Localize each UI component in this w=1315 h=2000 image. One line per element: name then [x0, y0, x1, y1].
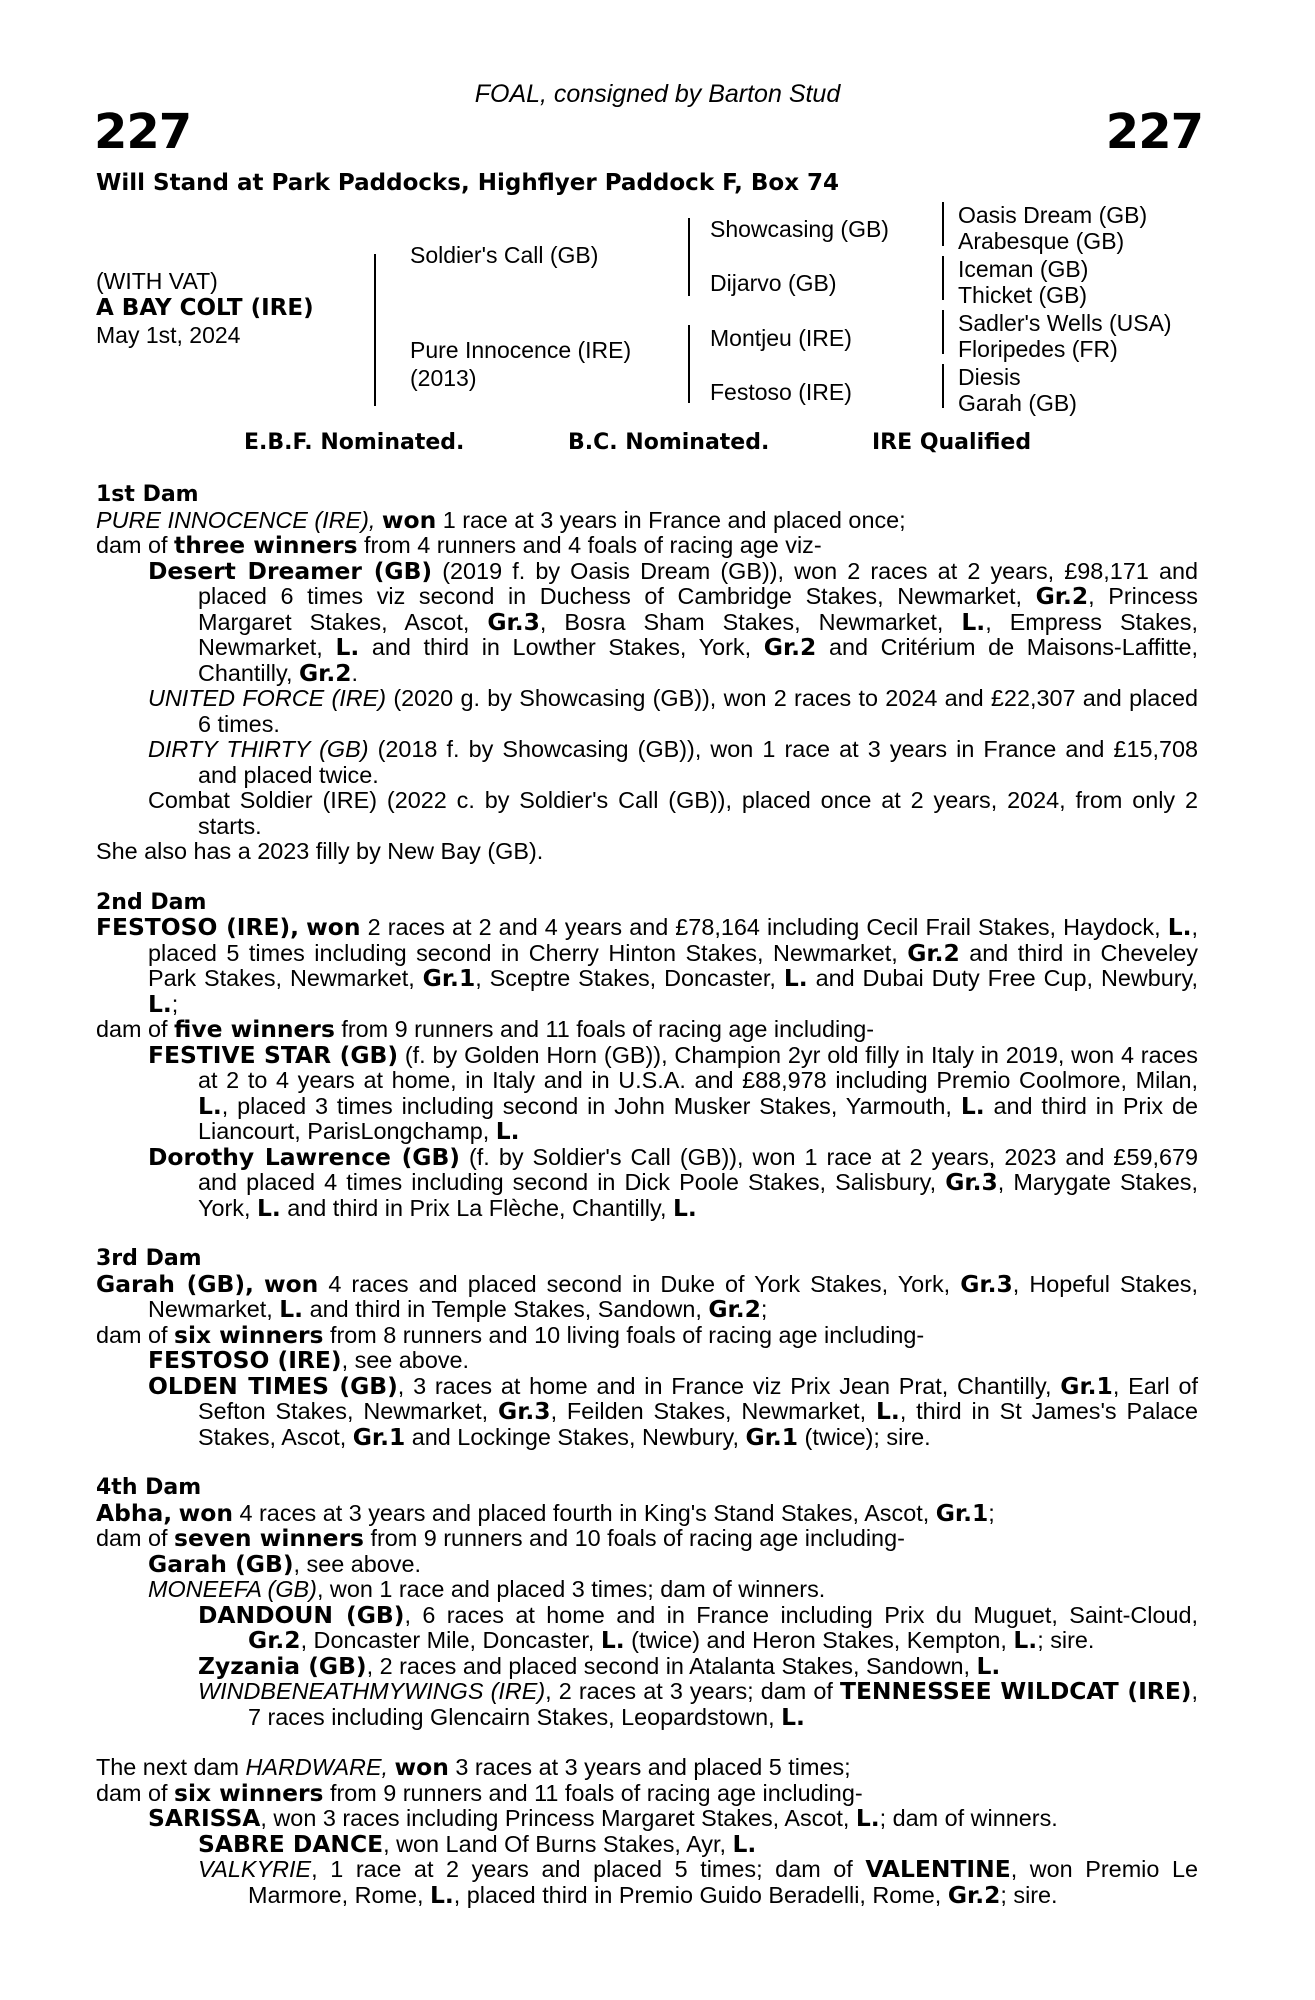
dam2-progeny-1	[96, 1040, 1198, 1145]
progeny-text: , won Land Of Burns Stakes, Ayr,	[383, 1830, 733, 1857]
progeny-text: , Earl of Sefton Stakes, Newmarket,	[198, 1372, 1198, 1424]
spacer	[96, 1221, 1198, 1246]
progeny-name: Desert Dreamer (GB)	[148, 556, 433, 585]
dam3-heading: 3rd Dam	[96, 1246, 202, 1271]
pedigree-dam-year: (2013)	[410, 365, 477, 391]
progeny-text: , placed 3 times including second in John Musker Stakes, Yarmouth,	[221, 1092, 961, 1119]
dam5-text: The next dam	[96, 1754, 246, 1780]
dam5-progeny-1	[96, 1806, 1198, 1832]
dam2-won: won	[306, 913, 361, 941]
progeny-text: and third in Prix La Flèche, Chantilly,	[280, 1194, 673, 1221]
grade-mark: L.	[256, 1193, 281, 1222]
grade-mark: Gr.3	[498, 1397, 551, 1425]
dam4-damof-a: dam of	[96, 1525, 175, 1551]
grade-mark: L.	[876, 1397, 900, 1425]
grade-mark: Gr.1	[1060, 1371, 1113, 1400]
grade-mark: Gr.2	[763, 633, 817, 661]
pedigree-dam: Pure Innocence (IRE)	[410, 337, 632, 363]
progeny-text: , 7 races including Glencairn Stakes, Leopardstown,	[248, 1678, 1198, 1730]
dam5-grandprogeny-2	[96, 1857, 1198, 1908]
dam4-heading: 4th Dam	[96, 1475, 202, 1500]
progeny-name: WINDBENEATHMYWINGS (IRE)	[198, 1678, 546, 1704]
progeny-text: (f. by Golden Horn (GB)), Champion 2yr old filly in Italy in 2019, won 4 races at 2 to 4 years at home, in Italy and in U.S.A. and £88,978 including Premio Coolmore, Milan,	[198, 1041, 1198, 1093]
progeny-text: , see above.	[293, 1550, 421, 1577]
spacer	[96, 1730, 1198, 1755]
dam4-text: ;	[988, 1499, 995, 1526]
progeny-text: , 3 races at home and in France viz Prix Jean Prat, Chantilly,	[397, 1372, 1061, 1399]
grade-mark: L.	[429, 1880, 454, 1909]
dam4-text: 4 races at 3 years and placed fourth in King's Stand Stakes, Ascot,	[233, 1499, 936, 1526]
dam3-damof-c: from 8 runners and 10 living foals of racing age including-	[323, 1321, 925, 1348]
dam2-text: ;	[171, 990, 179, 1017]
progeny-text: ; dam of winners.	[879, 1805, 1058, 1831]
dam4-damof-count: seven winners	[174, 1524, 364, 1552]
progeny-name: FESTIVE STAR (GB)	[148, 1040, 399, 1069]
dam4-grandprogeny-2	[96, 1651, 1198, 1680]
grade-mark: Gr.2	[248, 1626, 301, 1654]
progeny-text: and third in Prix de Liancourt, ParisLongchamp,	[198, 1092, 1198, 1144]
dam1-progeny-2	[96, 686, 1198, 737]
dam1-intro	[96, 505, 1198, 534]
dam4-progeny-1	[96, 1549, 1198, 1578]
progeny-text: , 2 races and placed second in Atalanta Stakes, Sandown,	[366, 1652, 977, 1679]
progeny-text: (2020 g. by Showcasing (GB)), won 2 races to 2024 and £22,307 and placed 6 times.	[198, 685, 1198, 737]
dam3-intro	[96, 1269, 1198, 1323]
ebf-nominated: E.B.F. Nominated.	[244, 430, 465, 455]
grade-mark: Gr.1	[352, 1422, 406, 1451]
pedigree-brace-sire	[688, 218, 690, 296]
stand-location: Will Stand at Park Paddocks, Highflyer Paddock F, Box 74	[96, 170, 840, 196]
progeny-text: .	[351, 659, 359, 686]
dam4-damof-c: from 9 runners and 10 foals of racing age including-	[363, 1525, 905, 1551]
progeny-name: FESTOSO (IRE)	[148, 1346, 342, 1374]
progeny-name: Dorothy Lawrence (GB)	[148, 1142, 460, 1171]
vat-note: (WITH VAT)	[96, 268, 218, 294]
lot-number-right: 227	[1105, 104, 1203, 160]
dam4-intro	[96, 1498, 1198, 1527]
pedigree-sire-sire: Showcasing (GB)	[710, 216, 889, 242]
pedigree-g3: Iceman (GB)	[958, 256, 1089, 282]
grade-mark: Gr.2	[947, 1880, 1001, 1909]
dam3-text: 4 races and placed second in Duke of York Stakes, York,	[318, 1270, 961, 1297]
progeny-text: , Bosra Sham Stakes, Newmarket,	[539, 608, 962, 635]
dam1-heading: 1st Dam	[96, 482, 199, 507]
progeny-name: MONEEFA (GB)	[148, 1576, 317, 1602]
dam4-won: won	[178, 1498, 234, 1527]
progeny-text: , won 1 race and placed 3 times; dam of winners.	[316, 1576, 826, 1602]
ire-qualified: IRE Qualified	[872, 430, 1032, 455]
progeny-text: , Marygate Stakes, York,	[198, 1169, 1198, 1221]
pedigree-brace-g34	[942, 256, 944, 300]
grade-mark: Gr.2	[907, 938, 960, 967]
grade-mark: L.	[855, 1804, 880, 1832]
progeny-name: OLDEN TIMES (GB)	[148, 1371, 398, 1400]
dam2-text: and third in Cheveley Park Stakes, Newmarket,	[148, 939, 1198, 991]
dam3-damof-count: six winners	[174, 1320, 324, 1349]
grade-mark: Gr.3	[960, 1269, 1013, 1298]
grade-mark: Gr.3	[945, 1168, 998, 1196]
progeny-text: (f. by Soldier's Call (GB)), won 1 race at 2 years, 2023 and £59,679 and placed 4 times including second in Dick Poole Stakes, Salisbury,	[198, 1143, 1198, 1195]
dam2-damof	[96, 1017, 1198, 1043]
dam3-damof	[96, 1320, 1198, 1349]
dam1-progeny-4: Combat Soldier (IRE) (2022 c. by Soldier's Call (GB)), placed once at 2 years, 2024, from only 2 starts.	[148, 787, 1198, 839]
dam4-progeny-2	[96, 1577, 1198, 1603]
pedigree-sire: Soldier's Call (GB)	[410, 242, 599, 268]
dam1-damof	[96, 533, 1198, 559]
dam1-won: won	[381, 505, 437, 534]
progeny-text: , 2 races at 3 years; dam of	[545, 1678, 840, 1704]
grade-mark: Gr.1	[935, 1498, 989, 1527]
progeny-text: ; sire.	[1000, 1881, 1058, 1908]
dam5-grandprogeny-1	[96, 1829, 1198, 1858]
grade-mark: Gr.2	[1035, 582, 1089, 610]
grade-mark: L.	[1167, 913, 1192, 941]
grade-mark: L.	[495, 1117, 520, 1145]
progeny-name: SABRE DANCE	[198, 1829, 384, 1858]
horse-dob: May 1st, 2024	[96, 322, 241, 348]
grade-mark: L.	[781, 1702, 805, 1731]
dam2-damof-count: five winners	[174, 1015, 335, 1043]
dam3-progeny-1	[96, 1348, 1198, 1374]
dam5-won: won	[394, 1753, 449, 1781]
progeny-text: , Empress Stakes, Newmarket,	[198, 608, 1198, 660]
pedigree-dam-dam: Festoso (IRE)	[710, 379, 852, 405]
pedigree-brace-dam	[688, 325, 690, 403]
progeny-name: Garah (GB)	[148, 1549, 294, 1578]
progeny-name: Zyzania (GB)	[198, 1651, 367, 1680]
grade-mark: Gr.3	[487, 607, 540, 636]
progeny-text: , 1 race at 2 years and placed 5 times; dam of	[311, 1856, 866, 1882]
dam1-damof-a: dam of	[96, 532, 175, 558]
dam5-damof-count: six winners	[174, 1778, 324, 1807]
pedigree-g8: Garah (GB)	[958, 390, 1077, 416]
pedigree-brace-g12	[942, 202, 944, 246]
dam2-damof-a: dam of	[96, 1016, 175, 1042]
progeny-text: , Doncaster Mile, Doncaster,	[300, 1627, 601, 1653]
progeny-text: and third in Lowther Stakes, York,	[359, 634, 764, 660]
progeny-text: (2018 f. by Showcasing (GB)), won 1 race at 3 years in France and £15,708 and placed twice.	[198, 736, 1198, 788]
progeny-text: , placed third in Premio Guido Beradelli, Rome,	[453, 1881, 948, 1908]
dam1-also: She also has a 2023 filly by New Bay (GB).	[96, 838, 544, 864]
dam5-text: 3 races at 3 years and placed 5 times;	[448, 1754, 851, 1780]
dam1-progeny-3	[96, 737, 1198, 788]
grade-mark: Gr.1	[745, 1422, 799, 1451]
grade-mark: L.	[732, 1829, 757, 1858]
grade-mark: L.	[976, 1651, 1001, 1680]
dam4-name: Abha,	[96, 1498, 173, 1527]
lot-number-left: 227	[94, 104, 192, 160]
progeny-name: UNITED FORCE (IRE)	[148, 685, 387, 711]
pedigree-g4: Thicket (GB)	[958, 282, 1088, 308]
progeny-text: , see above.	[341, 1347, 470, 1373]
dam4-grandprogeny-3	[96, 1679, 1198, 1730]
progeny-text: , third in St James's Palace Stakes, Ascot,	[198, 1398, 1199, 1450]
dam3-text: and third in Temple Stakes, Sandown,	[303, 1296, 709, 1322]
consignment-line: FOAL, consigned by Barton Stud	[474, 80, 841, 108]
dam3-damof-a: dam of	[96, 1321, 175, 1348]
grade-mark: Gr.1	[422, 964, 476, 992]
dam5-damof-a: dam of	[96, 1779, 175, 1806]
dam5-damof	[96, 1778, 1198, 1807]
progeny-name: DIRTY THIRTY (GB)	[148, 736, 369, 762]
pedigree-brace-g56	[942, 310, 944, 354]
grade-mark: Gr.2	[708, 1295, 761, 1323]
dam2-text: , placed 5 times including second in Cherry Hinton Stakes, Newmarket,	[148, 914, 1198, 966]
dam3-name: Garah (GB),	[96, 1269, 254, 1298]
dam3-text: , Hopeful Stakes, Newmarket,	[148, 1270, 1198, 1322]
dam3-text: ;	[760, 1296, 768, 1322]
pedigree-g1: Oasis Dream (GB)	[958, 202, 1148, 228]
pedigree-g5: Sadler's Wells (USA)	[958, 310, 1172, 336]
dam2-name: FESTOSO (IRE),	[96, 913, 300, 941]
grade-mark: L.	[672, 1193, 697, 1222]
dam1-name: PURE INNOCENCE (IRE),	[96, 506, 376, 533]
grade-mark: L.	[279, 1295, 304, 1323]
dam3-won: won	[263, 1269, 319, 1298]
catalogue-body	[96, 482, 1198, 1908]
pedigree-g6: Floripedes (FR)	[958, 336, 1118, 362]
progeny-name: DANDOUN (GB)	[198, 1600, 405, 1629]
dam5-intro	[96, 1755, 1198, 1781]
dam2-text: 2 races at 2 and 4 years and £78,164 including Cecil Frail Stakes, Haydock,	[360, 914, 1168, 940]
dam1-damof-c: from 4 runners and 4 foals of racing age viz-	[357, 532, 822, 558]
pedigree-g2: Arabesque (GB)	[958, 228, 1125, 254]
spacer	[96, 865, 1198, 890]
bc-nominated: B.C. Nominated.	[568, 430, 770, 455]
grade-mark: L.	[335, 633, 360, 661]
pedigree-sire-dam: Dijarvo (GB)	[710, 270, 837, 296]
progeny-name: SARISSA	[148, 1804, 261, 1832]
progeny-name: TENNESSEE WILDCAT (IRE)	[840, 1677, 1192, 1705]
progeny-text: , Feilden Stakes, Newmarket,	[550, 1398, 877, 1424]
grade-mark: L.	[783, 964, 808, 992]
grade-mark: L.	[600, 1626, 625, 1654]
pedigree-brace-g78	[942, 364, 944, 408]
dam5-damof-c: from 9 runners and 11 foals of racing age including-	[323, 1779, 863, 1806]
progeny-text: ; sire.	[1037, 1627, 1095, 1653]
dam2-progeny-2	[96, 1142, 1198, 1222]
pedigree-g7: Diesis	[958, 364, 1021, 390]
spacer	[96, 1450, 1198, 1475]
grade-mark: L.	[960, 1091, 985, 1120]
dam2-damof-c: from 9 runners and 11 foals of racing age including-	[334, 1016, 875, 1042]
grade-mark: L.	[961, 607, 986, 636]
progeny-text: (2019 f. by Oasis Dream (GB)), won 2 races at 2 years, £98,171 and placed 6 times viz second in Duchess of Cambridge Stakes, Newmarket,	[198, 557, 1198, 609]
dam5-name: HARDWARE,	[245, 1754, 389, 1780]
progeny-text: , 6 races at home and in France including Prix du Muguet, Saint-Cloud,	[404, 1601, 1198, 1628]
dam1-progeny-1	[96, 556, 1198, 687]
pedigree-dam-sire: Montjeu (IRE)	[710, 325, 852, 351]
dam4-grandprogeny-1	[96, 1600, 1198, 1654]
grade-mark: Gr.2	[298, 658, 352, 687]
grade-mark: L.	[1013, 1626, 1038, 1654]
progeny-text: and Critérium de Maisons-Laffitte, Chantilly,	[198, 634, 1198, 686]
progeny-text: (twice) and Heron Stakes, Kempton,	[624, 1627, 1014, 1653]
grade-mark: L.	[148, 989, 172, 1018]
progeny-text: , Princess Margaret Stakes, Ascot,	[198, 583, 1198, 635]
grade-mark: L.	[198, 1091, 222, 1120]
dam1-intro-text: 1 race at 3 years in France and placed once;	[436, 506, 906, 533]
dam1-damof-count: three winners	[174, 531, 358, 559]
progeny-text: and Lockinge Stakes, Newbury,	[405, 1423, 746, 1450]
progeny-text: , won 3 races including Princess Margaret Stakes, Ascot,	[260, 1805, 856, 1831]
dam2-intro	[96, 915, 1198, 1017]
dam3-progeny-2	[96, 1371, 1199, 1451]
dam2-text: and Dubai Duty Free Cup, Newbury,	[807, 965, 1198, 991]
pedigree-brace-main	[374, 254, 376, 406]
dam2-heading: 2nd Dam	[96, 889, 207, 915]
progeny-text: (twice); sire.	[798, 1423, 931, 1450]
dam2-text: , Sceptre Stakes, Doncaster,	[475, 965, 784, 991]
dam4-damof	[96, 1526, 1198, 1552]
progeny-text: , won Premio Le Marmore, Rome,	[248, 1856, 1198, 1908]
progeny-name: VALENTINE	[865, 1855, 1011, 1883]
horse-name: A BAY COLT (IRE)	[96, 295, 314, 321]
progeny-name: VALKYRIE	[198, 1856, 312, 1882]
